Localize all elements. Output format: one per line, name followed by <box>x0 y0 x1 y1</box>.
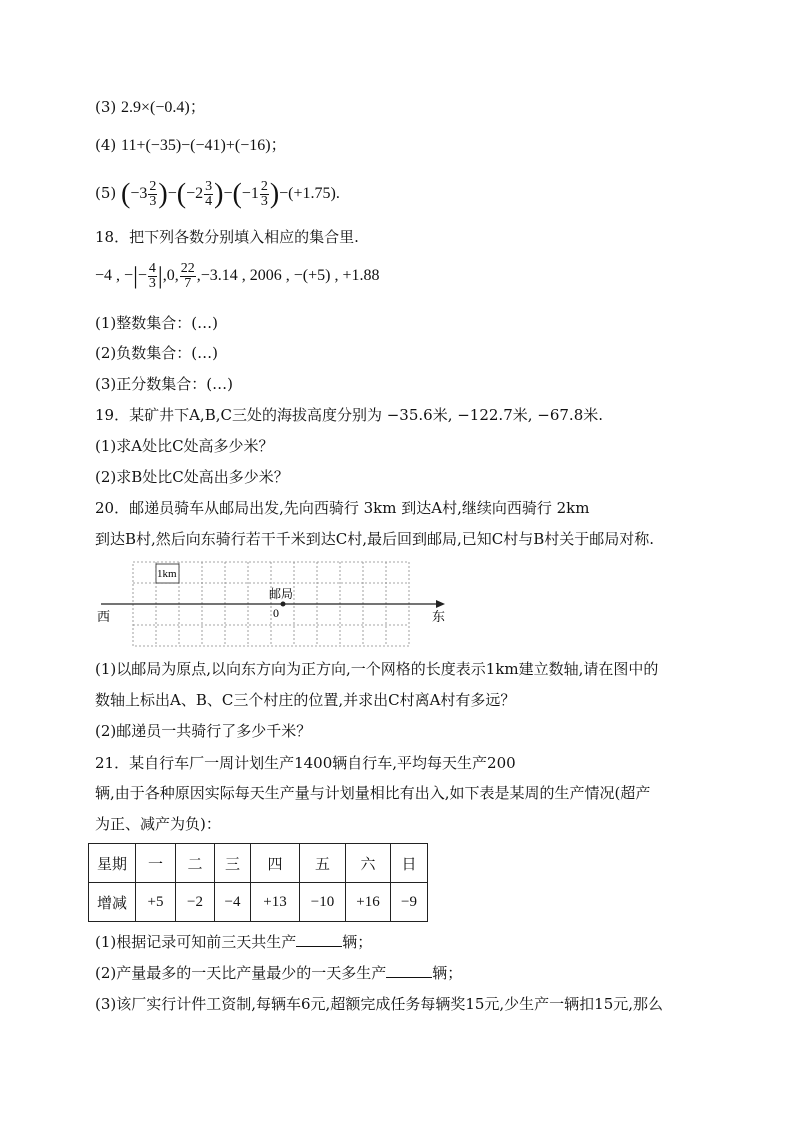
q18-number-list: −4 , −|− $\frac{4}{3}$ |,0, $\frac{22}{7}$ ,−3.14 , 2006 , −(+5) , +1.88 <box>95 260 380 291</box>
q21-item2: (2)产量最多的一天比产量最少的一天多生产 辆； <box>95 964 463 982</box>
q20-item2: (2)邮递员一共骑行了多少千米？ <box>95 722 312 740</box>
table-cell: 增减 <box>89 883 136 922</box>
q21-line3: 为正、减产为负)： <box>95 815 221 833</box>
q17-part3-expression: 2.9×(−0.4)； <box>121 99 206 116</box>
table-cell: +16 <box>346 883 391 922</box>
q20-title: 20．邮递员骑车从邮局出发,先向西骑行 3km 到达A村,继续向西骑行 2km <box>95 499 590 517</box>
table-cell: −4 <box>215 883 251 922</box>
q20-item1-line2: 数轴上标出A、B、C三个村庄的位置,并求出C村离A村有多远？ <box>95 691 516 709</box>
answer-blank <box>386 963 432 978</box>
q21-item3: (3)该厂实行计件工资制,每辆车6元,超额完成任务每辆奖15元,少生产一辆扣15元,那么 <box>95 995 664 1013</box>
table-cell: +13 <box>251 883 300 922</box>
table-cell: 五 <box>300 844 346 883</box>
q19-item2: (2)求B处比C处高出多少米？ <box>95 468 289 486</box>
table-cell: 六 <box>346 844 391 883</box>
table-cell: 四 <box>251 844 300 883</box>
q21-item1: (1)根据记录可知前三天共生产 辆； <box>95 933 373 951</box>
table-cell: −10 <box>300 883 346 922</box>
q19-item1: (1)求A处比C处高多少米？ <box>95 437 274 455</box>
zero-label: 0 <box>273 606 279 620</box>
answer-blank <box>296 932 342 947</box>
q21-line2: 辆,由于各种原因实际每天生产量与计划量相比有出入,如下表是某周的生产情况(超产 <box>95 784 651 802</box>
table-cell: 二 <box>176 844 215 883</box>
table-cell: −9 <box>391 883 428 922</box>
table-cell: +5 <box>136 883 176 922</box>
q20-number-line-figure <box>95 558 455 650</box>
unit-label: 1km <box>157 568 177 580</box>
table-cell: −2 <box>176 883 215 922</box>
west-label: 西 <box>97 610 111 625</box>
table-row <box>89 844 428 883</box>
table-cell: 日 <box>391 844 428 883</box>
q17-part4-expression: 11+(−35)−(−41)+(−16)； <box>121 137 287 154</box>
q18-title: 18．把下列各数分别填入相应的集合里. <box>95 228 359 246</box>
q17-part5: (5) (−3 $\frac{2}{3}$ )−(−2 $\frac{3}{4}$ )−(−1 $\frac{2}{3}$ )−(+1.75). <box>95 178 340 210</box>
east-label: 东 <box>432 610 446 625</box>
origin-label: 邮局 <box>269 587 294 601</box>
axis-arrow <box>436 600 445 608</box>
table-cell: 星期 <box>89 844 136 883</box>
q20-line2: 到达B村,然后向东骑行若干千米到达C村,最后回到邮局,已知C村与B村关于邮局对称. <box>95 530 655 548</box>
q18-set-negatives: (2)负数集合：(…) <box>95 344 218 362</box>
table-cell: 三 <box>215 844 251 883</box>
q20-item1-line1: (1)以邮局为原点,以向东方向为正方向,一个网格的长度表示1km建立数轴,请在图中的 <box>95 660 659 678</box>
q18-set-positive-fractions: (3)正分数集合：(…) <box>95 375 233 393</box>
q18-set-integers: (1)整数集合：(…) <box>95 314 218 332</box>
table-cell: 一 <box>136 844 176 883</box>
q17-part4: (4) 11+(−35)−(−41)+(−16)； <box>95 136 287 154</box>
q21-production-table <box>88 843 428 922</box>
q21-title: 21．某自行车厂一周计划生产1400辆自行车,平均每天生产200 <box>95 754 516 772</box>
origin-point <box>281 602 286 607</box>
q17-part5-expression: (−3 $\frac{2}{3}$ )−(−2 $\frac{3}{4}$ )−(−1 $\frac{2}{3}$ )−(+1.75). <box>121 178 340 210</box>
table-row <box>89 883 428 922</box>
q17-part3: (3) 2.9×(−0.4)； <box>95 98 206 116</box>
q19-title: 19．某矿井下A,B,C三处的海拔高度分别为 −35.6米, −122.7米, −67.8米. <box>95 406 604 424</box>
